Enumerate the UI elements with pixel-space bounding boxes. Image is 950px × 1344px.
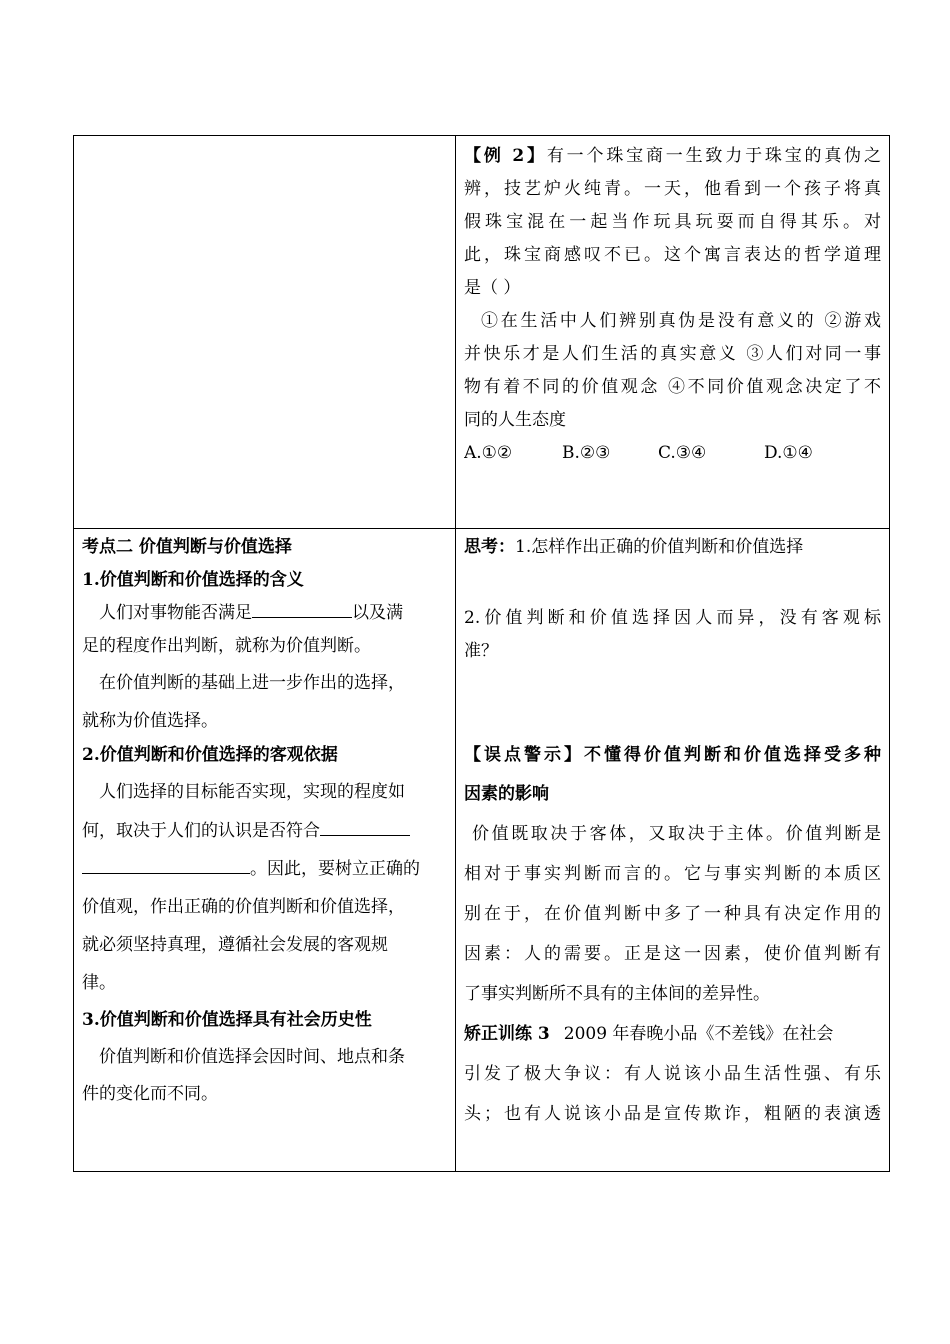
option-b: B.②③: [562, 443, 611, 463]
study-table: [73, 135, 890, 1172]
example-line: 此，珠宝商感叹不已。这个寓言表达的哲学道理: [464, 245, 881, 265]
explanation-line: 因素：人的需要。正是这一因素，使价值判断有: [464, 944, 881, 964]
warning-heading: 【误点警示】不懂得价值判断和价值选择受多种: [464, 745, 881, 765]
question-line: 思考：1.怎样作出正确的价值判断和价值选择: [464, 537, 804, 557]
warning-heading: 因素的影响: [464, 784, 549, 804]
example-line: 假珠宝混在一起当作玩具玩耍而自得其乐。对: [464, 212, 881, 232]
example-2-cell: [456, 136, 890, 529]
training-label: 矫正训练 3: [464, 1024, 550, 1044]
think-label: 思考：: [464, 537, 515, 557]
example-line: 辨，技艺炉火纯青。一天，他看到一个孩子将真: [464, 179, 881, 199]
explanation-line: 相对于事实判断而言的。它与事实判断的本质区: [464, 864, 881, 884]
body-line: 何，取决于人们的认识是否符合: [82, 812, 447, 850]
body-line: 足的程度作出判断，就称为价值判断。: [82, 636, 371, 656]
body-line: 人们选择的目标能否实现，实现的程度如: [99, 782, 405, 802]
option-c: C.③④: [658, 443, 707, 463]
statement-line: 并快乐才是人们生活的真实意义 ③人们对同一事: [464, 344, 881, 364]
example-tag: 【例 2】: [464, 146, 547, 166]
body-line: 。因此，要树立正确的: [82, 850, 447, 888]
body-line: 价值判断和价值选择会因时间、地点和条: [99, 1047, 405, 1067]
key-point-cell: [74, 529, 456, 1172]
question-line: 准？: [464, 641, 498, 661]
section-heading: 考点二 价值判断与价值选择: [82, 537, 292, 557]
fill-blank[interactable]: [82, 855, 250, 874]
example-line: 【例 2】有一个珠宝商一生致力于珠宝的真伪之: [464, 146, 881, 166]
option-d: D.①④: [764, 443, 813, 463]
training-line: 头；也有人说该小品是宣传欺诈，粗陋的表演透: [464, 1104, 881, 1124]
fill-blank[interactable]: [320, 817, 410, 836]
thinking-cell: [456, 529, 890, 1172]
body-line: 在价值判断的基础上进一步作出的选择，: [99, 673, 405, 693]
statement-line: ①在生活中人们辨别真伪是没有意义的 ②游戏: [481, 311, 881, 331]
table-row: [74, 136, 890, 529]
body-line: 就称为价值选择。: [82, 711, 218, 731]
training-line: 矫正训练 3 2009 年春晚小品《不差钱》在社会: [464, 1024, 834, 1044]
explanation-line: 价值既取决于客体，又取决于主体。价值判断是: [472, 824, 881, 844]
fill-blank[interactable]: [252, 599, 352, 618]
body-line: 价值观，作出正确的价值判断和价值选择，: [82, 897, 405, 917]
explanation-line: 了事实判断所不具有的主体间的差异性。: [464, 984, 770, 1004]
subsection-title: 2.价值判断和价值选择的客观依据: [82, 745, 338, 765]
subsection-title: 1.价值判断和价值选择的含义: [82, 570, 304, 590]
statement-line: 物有着不同的价值观念 ④不同价值观念决定了不: [464, 377, 881, 397]
body-line: 就必须坚持真理，遵循社会发展的客观规: [82, 935, 388, 955]
body-line: 件的变化而不同。: [82, 1084, 218, 1104]
question-line: 2.价值判断和价值选择因人而异，没有客观标: [464, 608, 881, 628]
subsection-title: 3.价值判断和价值选择具有社会历史性: [82, 1010, 372, 1030]
body-line: 人们对事物能否满足 以及满: [82, 597, 447, 630]
example-line: 是（ ）: [464, 278, 521, 298]
training-line: 引发了极大争议：有人说该小品生活性强、有乐: [464, 1064, 881, 1084]
left-empty-cell: [74, 136, 456, 529]
table-row: [74, 529, 890, 1172]
option-a: A.①②: [464, 443, 513, 463]
answer-options: [464, 437, 881, 470]
body-line: 律。: [82, 973, 116, 993]
statement-line: 同的人生态度: [464, 410, 566, 430]
explanation-line: 别在于，在价值判断中多了一种具有决定作用的: [464, 904, 881, 924]
